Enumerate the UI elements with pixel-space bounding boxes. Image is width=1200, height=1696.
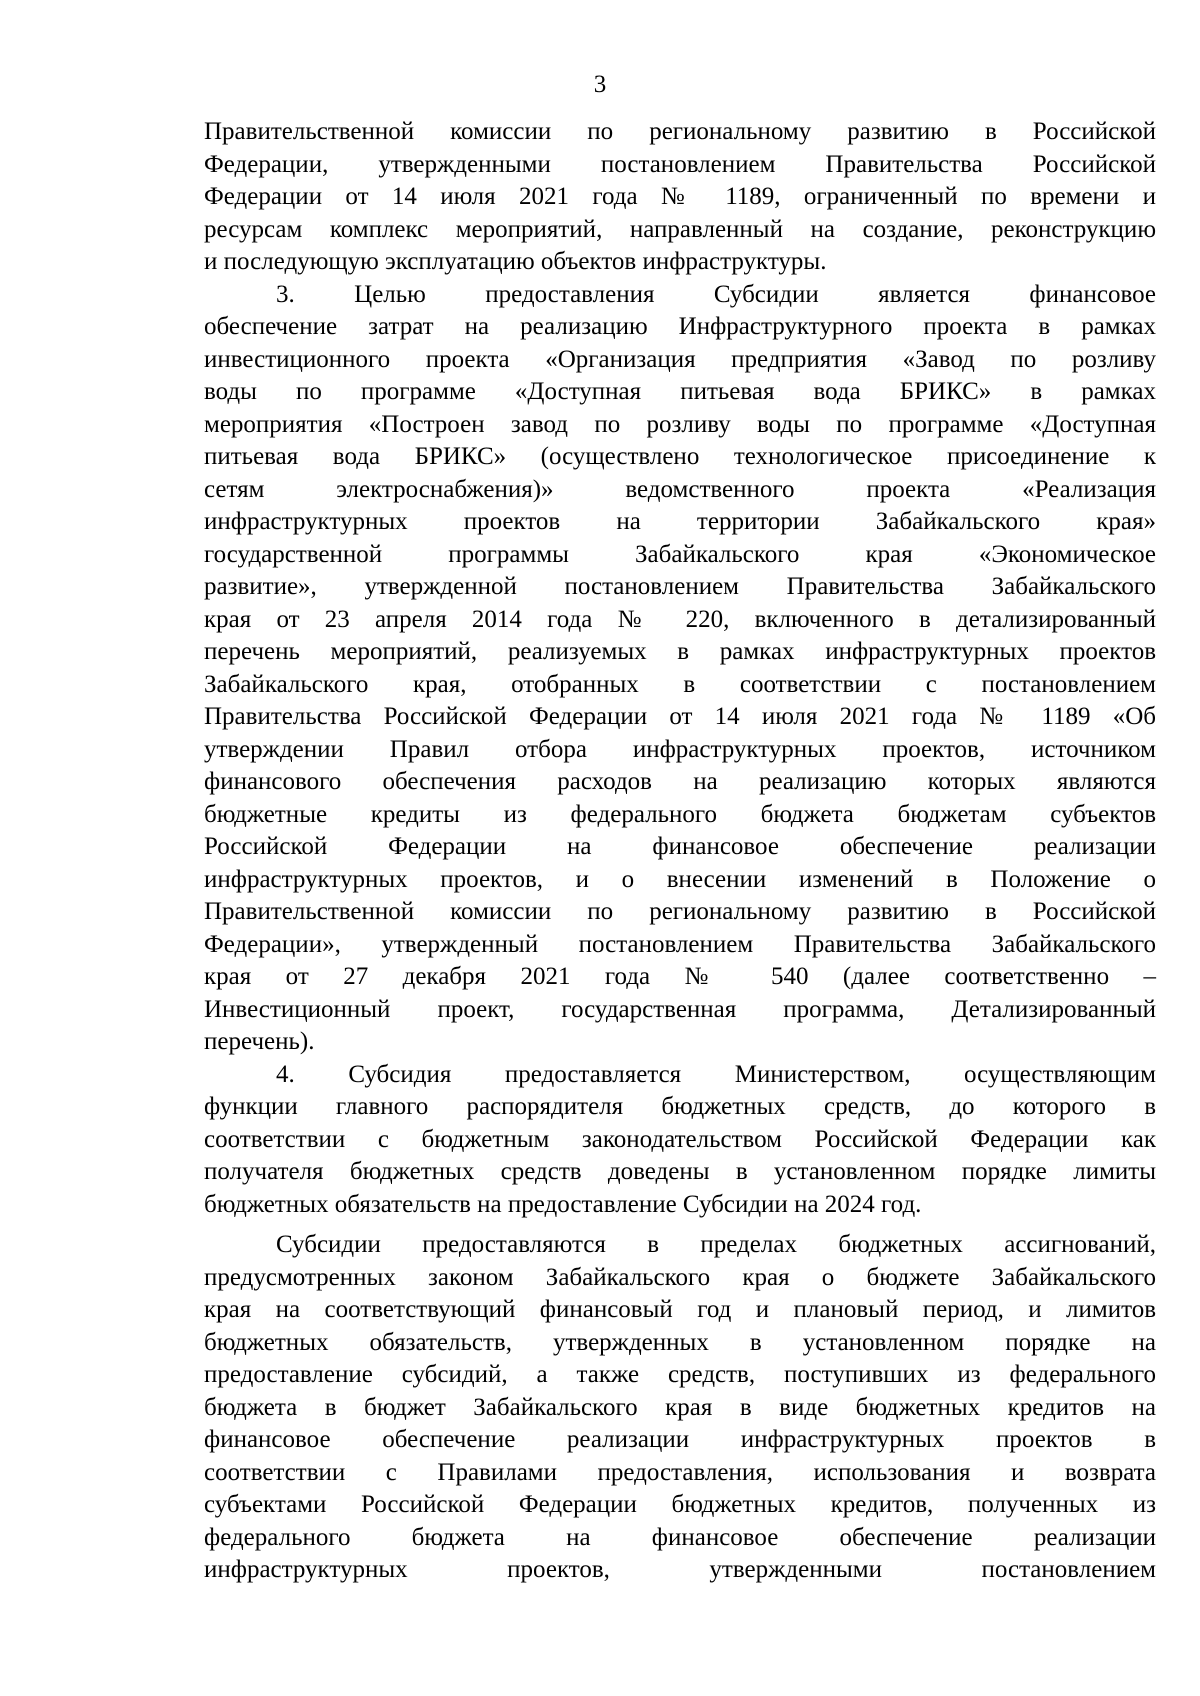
text-line: Правительства Российской Федерации от 14 июля 2021 года № 1189 «Об	[204, 703, 1156, 730]
text-line: финансового обеспечения расходов на реализацию которых являются	[204, 768, 1156, 795]
text-line: предусмотренных законом Забайкальского края о бюджете Забайкальского	[204, 1263, 1156, 1291]
text-line: мероприятия «Построен завод по розливу воды по программе «Доступная	[204, 410, 1156, 438]
text-line: получателя бюджетных средств доведены в установленном порядке лимиты	[204, 1158, 1156, 1185]
text-line: развитие», утвержденной постановлением Правительства Забайкальского	[204, 573, 1156, 600]
text-line: питьевая вода БРИКС» (осуществлено технологическое присоединение к	[204, 443, 1156, 470]
paragraph-gap	[204, 1221, 1156, 1229]
text-line: Федерации», утвержденный постановлением Правительства Забайкальского	[204, 930, 1156, 958]
text-line: обеспечение затрат на реализацию Инфраструктурного проекта в рамках	[204, 313, 1156, 340]
document-body	[204, 116, 1156, 1587]
text-line: функции главного распорядителя бюджетных средств, до которого в	[204, 1093, 1156, 1120]
text-line: бюджетные кредиты из федерального бюджета бюджетам субъектов	[204, 800, 1156, 828]
text-line: Инвестиционный проект, государственная программа, Детализированный	[204, 995, 1156, 1023]
text-line: соответствии с бюджетным законодательством Российской Федерации как	[204, 1125, 1156, 1153]
text-line: Федерации, утвержденными постановлением Правительства Российской	[204, 150, 1156, 178]
text-line: края на соответствующий финансовый год и плановый период, и лимитов	[204, 1296, 1156, 1323]
text-line: края от 27 декабря 2021 года № 540 (далее соответственно –	[204, 963, 1156, 990]
text-line: ресурсам комплекс мероприятий, направленный на создание, реконструкцию	[204, 215, 1156, 243]
text-line: федерального бюджета на финансовое обеспечение реализации	[204, 1523, 1156, 1551]
text-line: и последующую эксплуатацию объектов инфраструктуры.	[204, 248, 827, 275]
text-line: соответствии с Правилами предоставления, использования и возврата	[204, 1458, 1156, 1486]
text-line: субъектами Российской Федерации бюджетных кредитов, полученных из	[204, 1491, 1156, 1518]
text-line: утверждении Правил отбора инфраструктурных проектов, источником	[204, 735, 1156, 763]
text-line: перечень мероприятий, реализуемых в рамках инфраструктурных проектов	[204, 638, 1156, 665]
text-line: бюджетных обязательств, утвержденных в установленном порядке на	[204, 1328, 1156, 1356]
text-line: Субсидии предоставляются в пределах бюджетных ассигнований,	[276, 1231, 1156, 1258]
text-line: Российской Федерации на финансовое обеспечение реализации	[204, 833, 1156, 860]
text-line: инфраструктурных проектов, утвержденными постановлением	[204, 1556, 1156, 1583]
text-line: государственной программы Забайкальского края «Экономическое	[204, 540, 1156, 568]
text-line: 4. Субсидия предоставляется Министерством, осуществляющим	[276, 1060, 1156, 1088]
text-line: сетям электроснабжения)» ведомственного проекта «Реализация	[204, 475, 1156, 503]
text-line: инфраструктурных проектов, и о внесении изменений в Положение о	[204, 865, 1156, 893]
text-line: перечень).	[204, 1028, 315, 1055]
text-line: воды по программе «Доступная питьевая вода БРИКС» в рамках	[204, 378, 1156, 405]
text-line: бюджетных обязательств на предоставление Субсидии на 2024 год.	[204, 1190, 922, 1218]
text-line: Забайкальского края, отобранных в соответствии с постановлением	[204, 670, 1156, 698]
page-number: 3	[593, 71, 607, 98]
text-line: бюджета в бюджет Забайкальского края в виде бюджетных кредитов на	[204, 1393, 1156, 1421]
text-line: края от 23 апреля 2014 года № 220, включенного в детализированный	[204, 605, 1156, 633]
text-line: предоставление субсидий, а также средств, поступивших из федерального	[204, 1361, 1156, 1388]
text-line: инвестиционного проекта «Организация предприятия «Завод по розливу	[204, 345, 1156, 373]
text-line: Правительственной комиссии по региональному развитию в Российской	[204, 118, 1156, 145]
text-line: финансовое обеспечение реализации инфраструктурных проектов в	[204, 1426, 1156, 1453]
text-line: Федерации от 14 июля 2021 года № 1189, ограниченный по времени и	[204, 183, 1156, 210]
text-line: Правительственной комиссии по региональному развитию в Российской	[204, 898, 1156, 925]
text-line: 3. Целью предоставления Субсидии является финансовое	[276, 280, 1156, 308]
text-line: инфраструктурных проектов на территории Забайкальского края»	[204, 508, 1156, 535]
